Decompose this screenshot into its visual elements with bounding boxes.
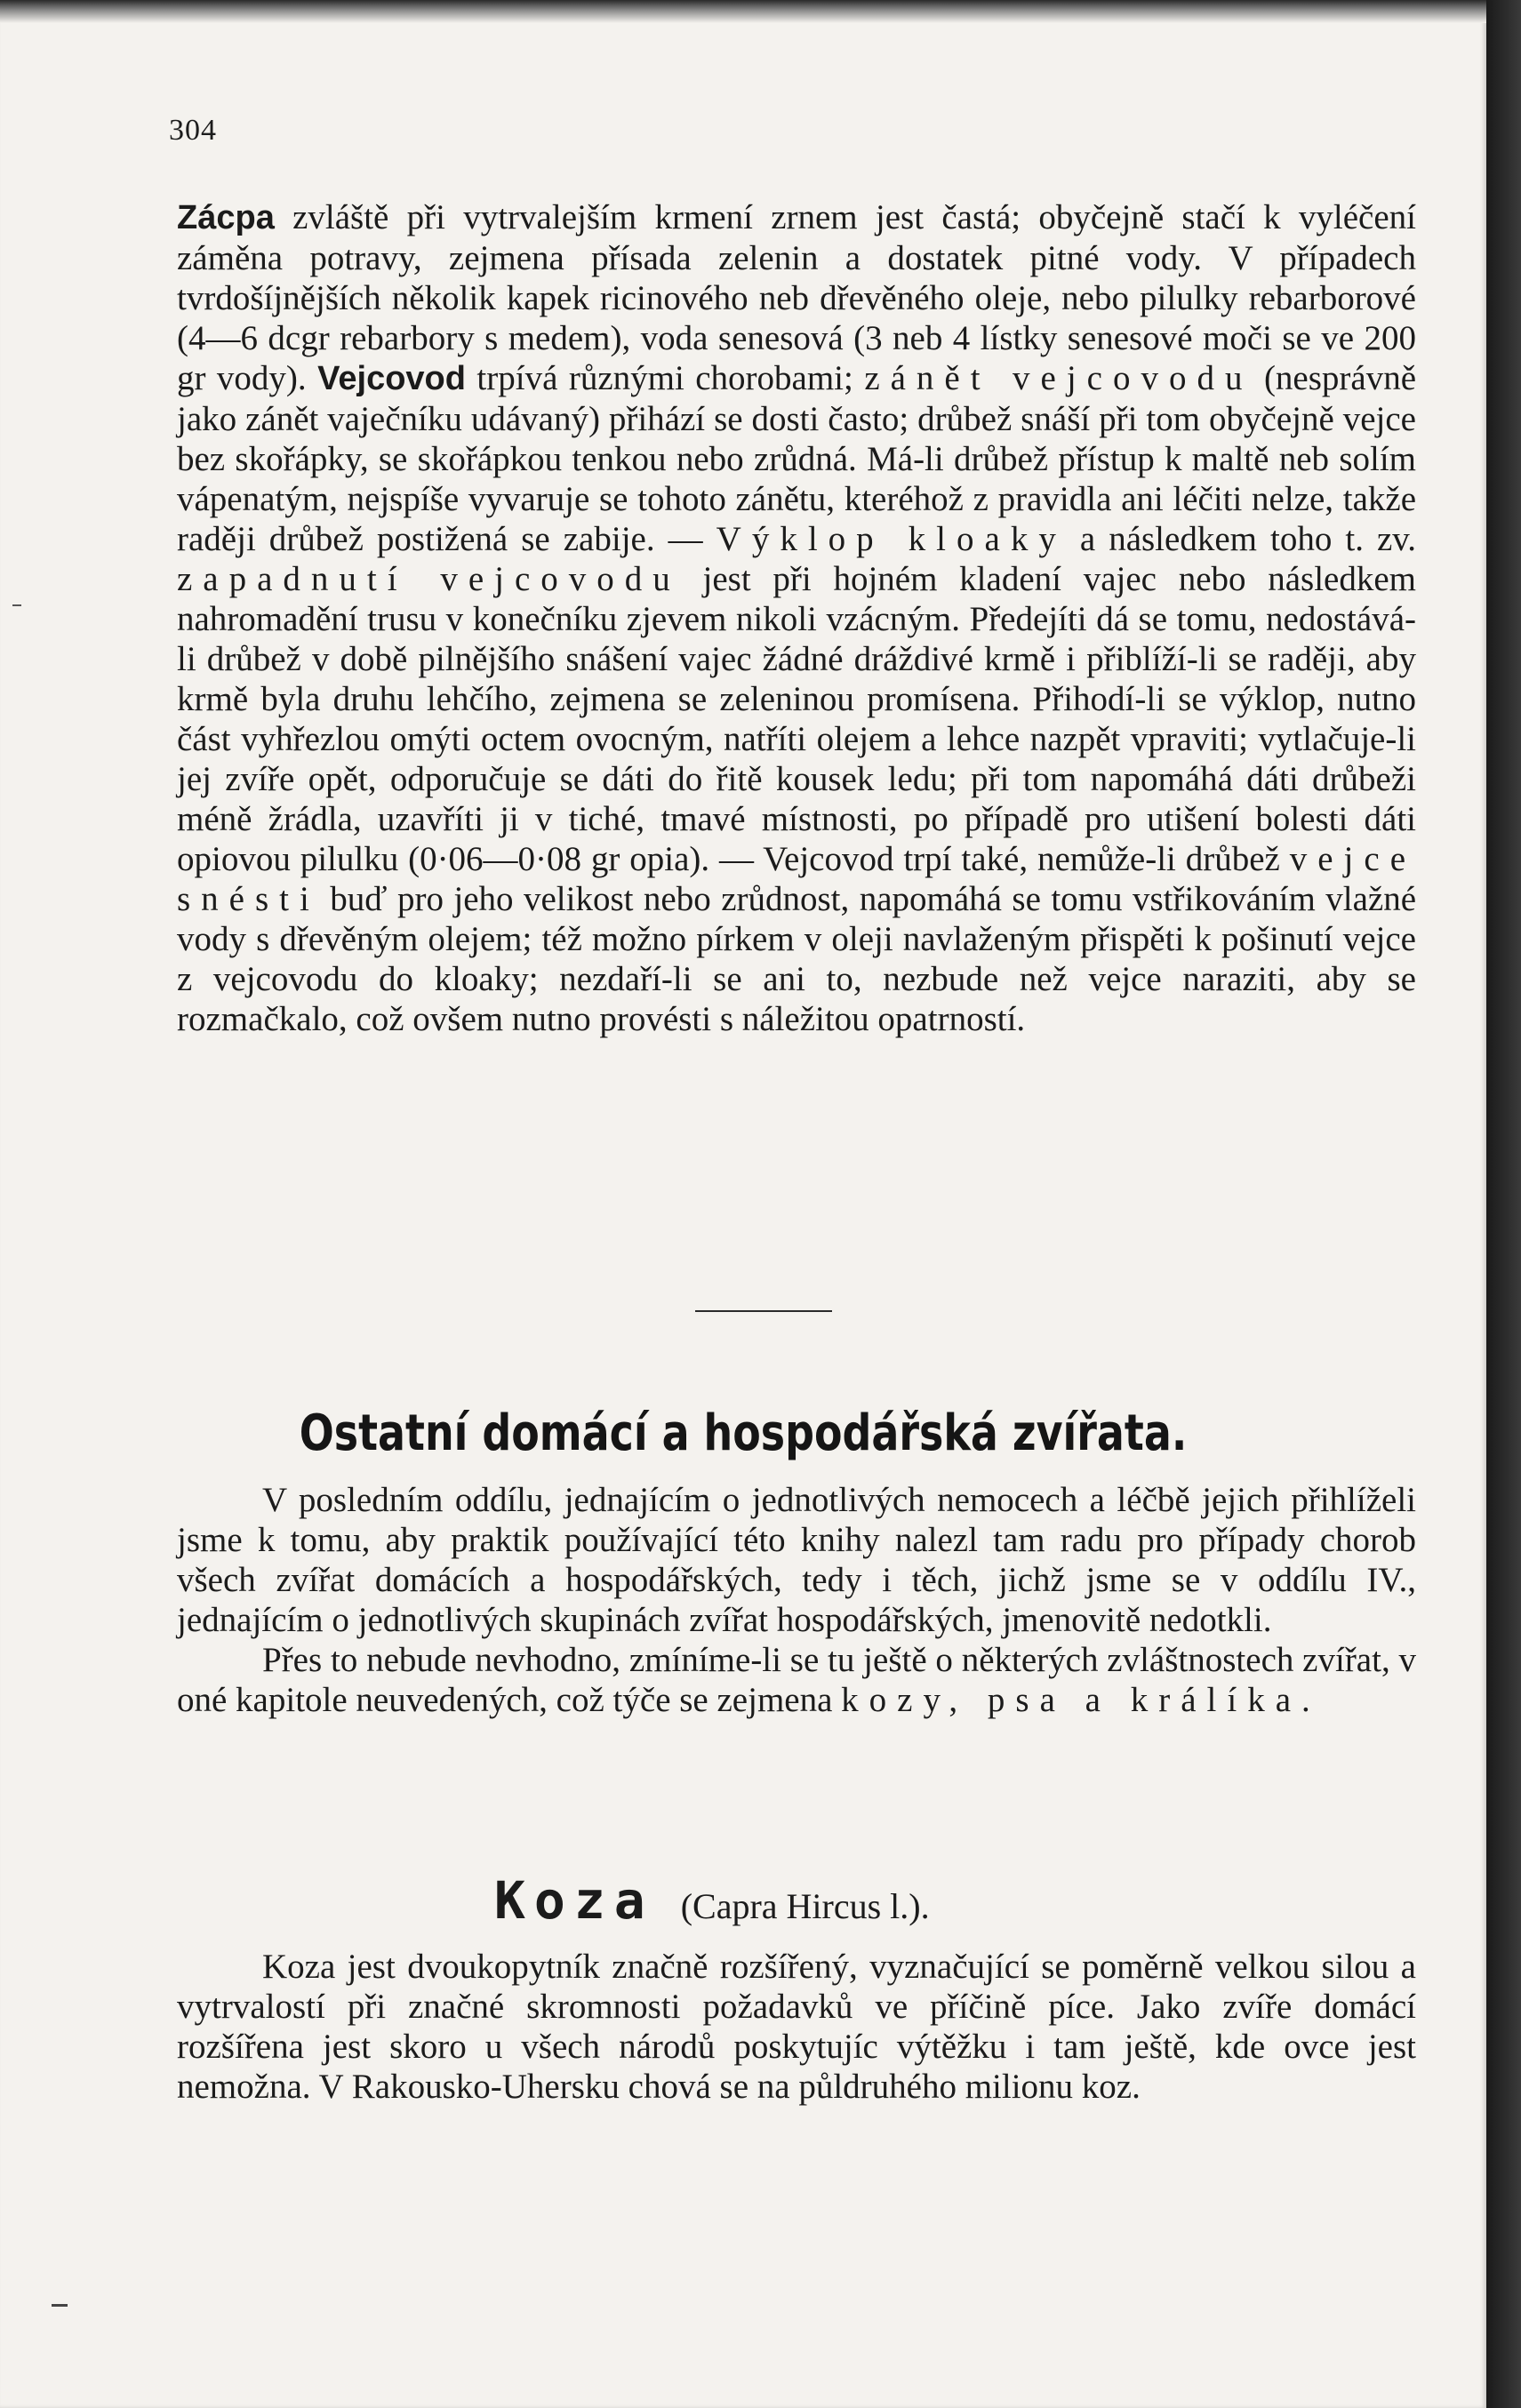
koza-heading-word: Koza <box>494 1870 654 1931</box>
intro-paragraph-2 <box>177 1640 1416 1720</box>
vejcovod-text-4: jest při hojném kladení vajec nebo následkem nahromadění trusu v konečníku zjevem nikoli vzácným. Předejíti dá se tomu, nedostává-li drůbež v době pilnějšího snášení vajec žádné dráždivé krmě i přiblíží-li se raději, aby krmě byla druhu lehčího, zejmena se zeleninou promísena. Přihodí-li se výklop, nutno část vyhřezlou omýti octem ovocným, natříti olejem a lehce nazpět vpraviti; vytlačuje-li jej zvíře opět, odporučuje se dáti do řitě kousek ledu; při tom napomáhá dáti drůbeži méně žrádla, uzavříti ji v tiché, tmavé místnosti, po případě pro utišení bolesti dáti opiovou pilulku (0·06—0·08 gr opia). — Vejcovod trpí také, nemůže-li drůbež <box>177 560 1417 878</box>
margin-mark <box>12 604 21 606</box>
section-divider <box>695 1310 832 1312</box>
vejcovod-spaced-1: zánět vejcovodu <box>864 359 1253 397</box>
vejcovod-text-2: (nesprávně jako zánět vaječníku udávaný) přihází se dosti často; drůbež snáší při tom obyčejně vejce bez skořápky, se skořápkou tenkou nebo zrůdná. Má-li drůbež přístup k maltě neb solím vápenatým, nejspíše vyvaruje se tohoto zánětu, kteréhož z pravidla ani léčiti nelze, takže raději drůbež postižená se zabije. — <box>177 359 1417 558</box>
intro-paragraph-2-spaced: kozy, psa a králíka. <box>841 1681 1321 1719</box>
vejcovod-spaced-3: zapadnutí vejcovodu <box>177 560 681 598</box>
intro-paragraph-1: V posledním oddílu, jednajícím o jednotlivých nemocech a léčbě jejich přihlíželi jsme k tomu, aby praktik používající této knihy nalezl tam radu pro případy chorob všech zvířat domácích a hospodářských, tedy i těch, jichž jsme se v oddílu IV., jednajícím o jednotlivých skupinách zvířat hospodářských, jmenovitě nedotkli. <box>177 1481 1416 1639</box>
intro-block <box>177 1480 1416 1720</box>
scan-mark <box>52 2304 68 2307</box>
poultry-ailments-block <box>177 197 1416 1039</box>
scan-edge <box>1486 0 1521 2408</box>
zacpa-paragraph <box>177 197 1416 1039</box>
koza-heading <box>494 1870 930 1931</box>
koza-heading-latin: (Capra Hircus l.). <box>680 1886 930 1926</box>
intro-paragraph-2-text: Přes to nebude nevhodno, zmíníme-li se tu ještě o některých zvláštnostech zvířat, v oné kapitole neuvedených, což týče se zejmena <box>177 1641 1416 1719</box>
vejcovod-heading: Vejcovod <box>317 360 466 397</box>
page-number: 304 <box>169 114 217 147</box>
vejcovod-spaced-4: vejce snésti <box>177 840 1416 918</box>
koza-block <box>177 1947 1416 2107</box>
section-title: Ostatní domácí a hospodářská zvířata. <box>299 1404 1188 1462</box>
vejcovod-text-5: buď pro jeho velikost nebo zrůdnost, napomáhá se tomu vstřikováním vlažné vody s dřevěným olejem; též možno pírkem v oleji navlaženým přispěti k pošinutí vejce z vejcovodu do kloaky; nezdaří-li se ani to, nezbude než vejce naraziti, aby se rozmačkalo, což ovšem nutno provésti s náležitou opatrností. <box>177 880 1417 1038</box>
vejcovod-text-1: trpívá různými chorobami; <box>476 359 853 397</box>
page-top-shadow <box>0 0 1486 23</box>
koza-paragraph: Koza jest dvoukopytník značně rozšířený, vyznačující se poměrně velkou silou a vytrvalostí při značné skromnosti požadavků ve příčině píce. Jako zvíře domácí rozšířena jest skoro u všech národů poskytujíc výtěžku i tam ještě, kde ovce jest nemožna. V Rakousko-Uhersku chová se na půldruhého milionu koz. <box>177 1948 1416 2106</box>
vejcovod-spaced-2: Výklop kloaky <box>716 520 1067 558</box>
vejcovod-text-3: a následkem toho t. zv. <box>1079 520 1416 558</box>
zacpa-text: zvláště při vytrvalejším krmení zrnem jest častá; obyčejně stačí k vyléčení záměna potravy, zejmena přísada zelenin a dostatek pitné vody. V případech tvrdošíjnějších několik kapek ricinového neb dřevěného oleje, nebo pilulky rebarborové (4—6 dcgr rebarbory s medem), voda senesová (3 neb 4 lístky senesové moči se ve 200 gr vody). <box>177 198 1416 397</box>
zacpa-heading: Zácpa <box>177 199 275 236</box>
